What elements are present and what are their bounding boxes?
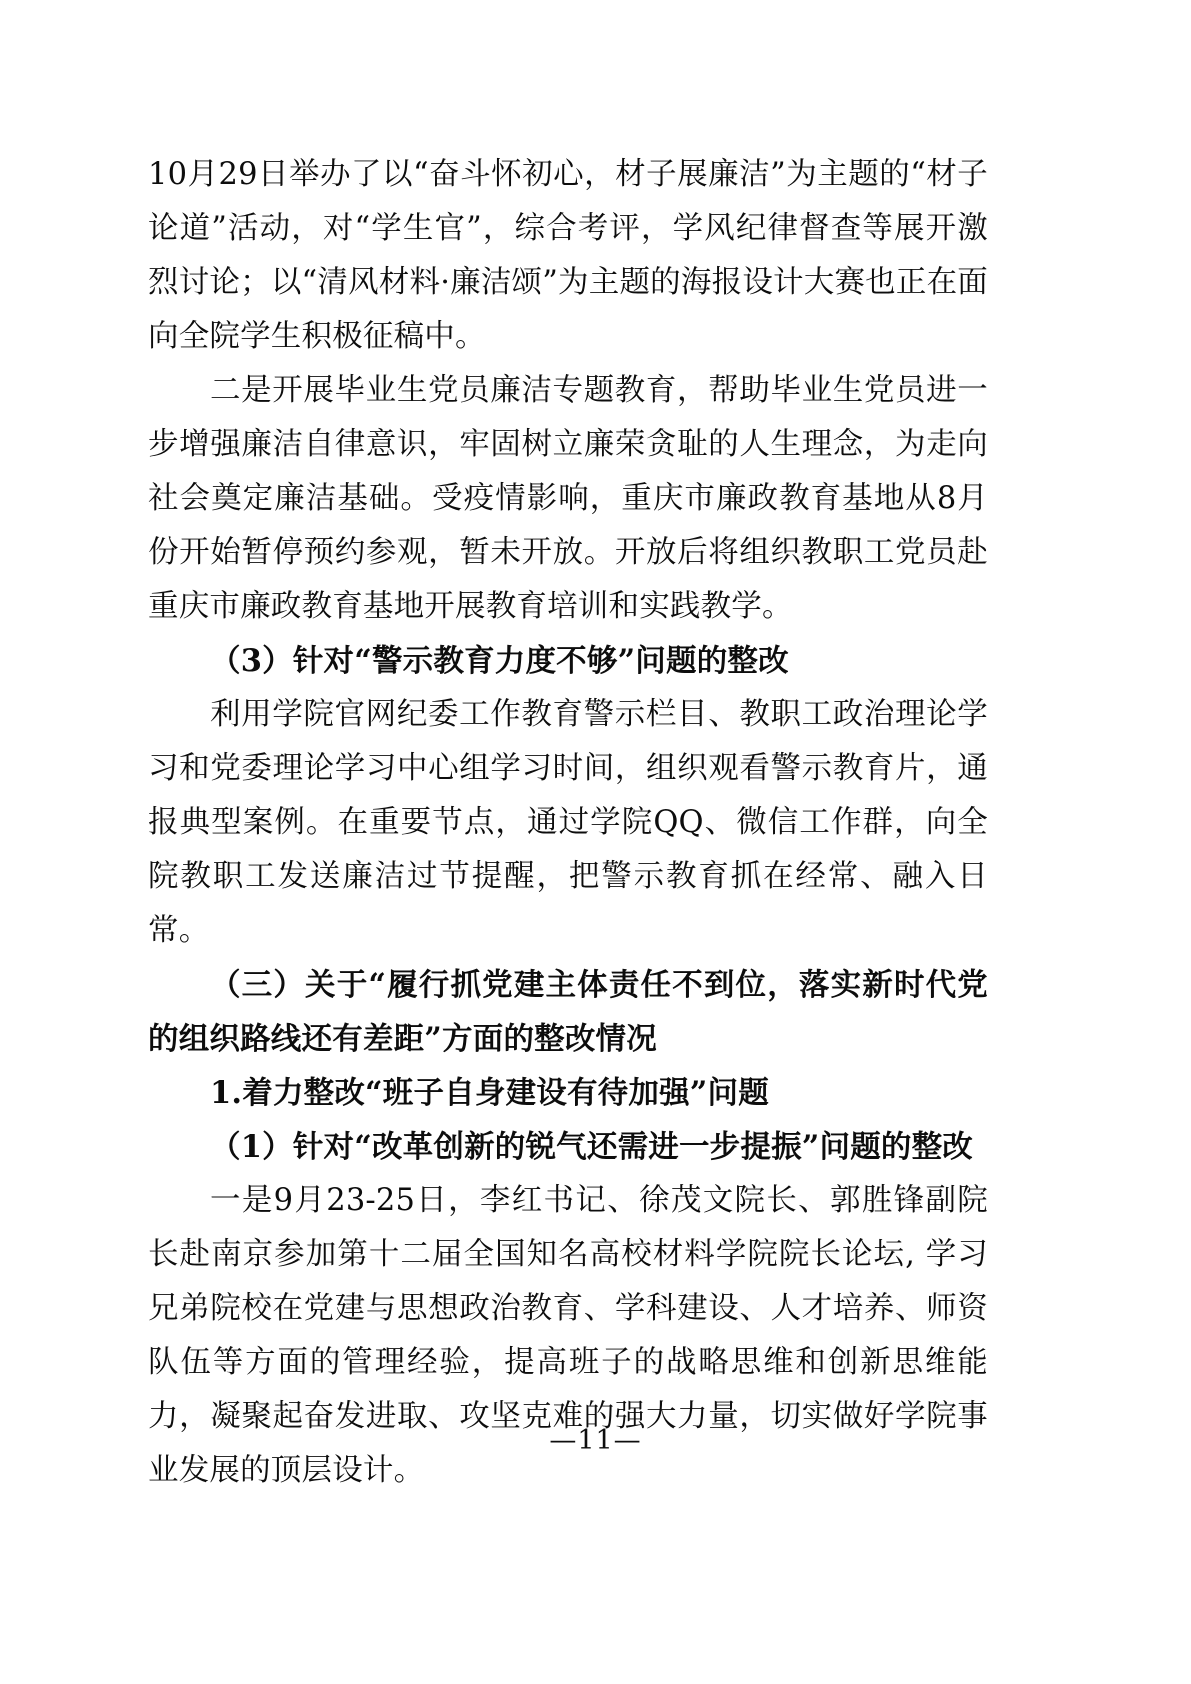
paragraph-4: 利用学院官网纪委工作教育警示栏目、教职工政治理论学习和党委理论学习中心组学习时间，组织观看警示教育片，通报典型案例。在重要节点，通过学院QQ、微信工作群，向全院教职工发送廉洁过节提醒，把警示教育抓在经常、融入日常。	[148, 697, 988, 948]
paragraph-2: 二是开展毕业生党员廉洁专题教育，帮助毕业生党员进一步增强廉洁自律意识，牢固树立廉荣贪耻的人生理念，为走向社会奠定廉洁基础。受疫情影响，重庆市廉政教育基地从8月份开始暂停预约参观，暂未开放。开放后将组织教职工党员赴重庆市廉政教育基地开展教育培训和实践教学。	[148, 373, 988, 624]
heading-item-1: 1.着力整改“班子自身建设有待加强”问题	[210, 1075, 769, 1111]
heading-sub-1: （1）针对“改革创新的锐气还需进一步提振”问题的整改	[210, 1129, 974, 1165]
page-content	[148, 148, 988, 1498]
heading-3-警示教育: （3）针对“警示教育力度不够”问题的整改	[210, 643, 789, 679]
paragraph-1: 10月29日举办了以“奋斗怀初心，材子展廉洁”为主题的“材子论道”活动，对“学生官”，综合考评，学风纪律督查等展开激烈讨论；以“清风材料·廉洁颂”为主题的海报设计大赛也正在面向全院学生积极征稿中。	[148, 157, 988, 354]
heading-section-three: （三）关于“履行抓党建主体责任不到位，落实新时代党的组织路线还有差距”方面的整改情况	[148, 967, 988, 1057]
paragraph-8: 一是9月23-25日，李红书记、徐茂文院长、郭胜锋副院长赴南京参加第十二届全国知名高校材料学院院长论坛, 学习兄弟院校在党建与思想政治教育、学科建设、人才培养、师资队伍等方面的管理经验，提高班子的战略思维和创新思维能力，凝聚起奋发进取、攻坚克难的强大力量，切实做好学院事业发展的顶层设计。	[148, 1183, 988, 1488]
page-number: —11—	[549, 1425, 642, 1456]
